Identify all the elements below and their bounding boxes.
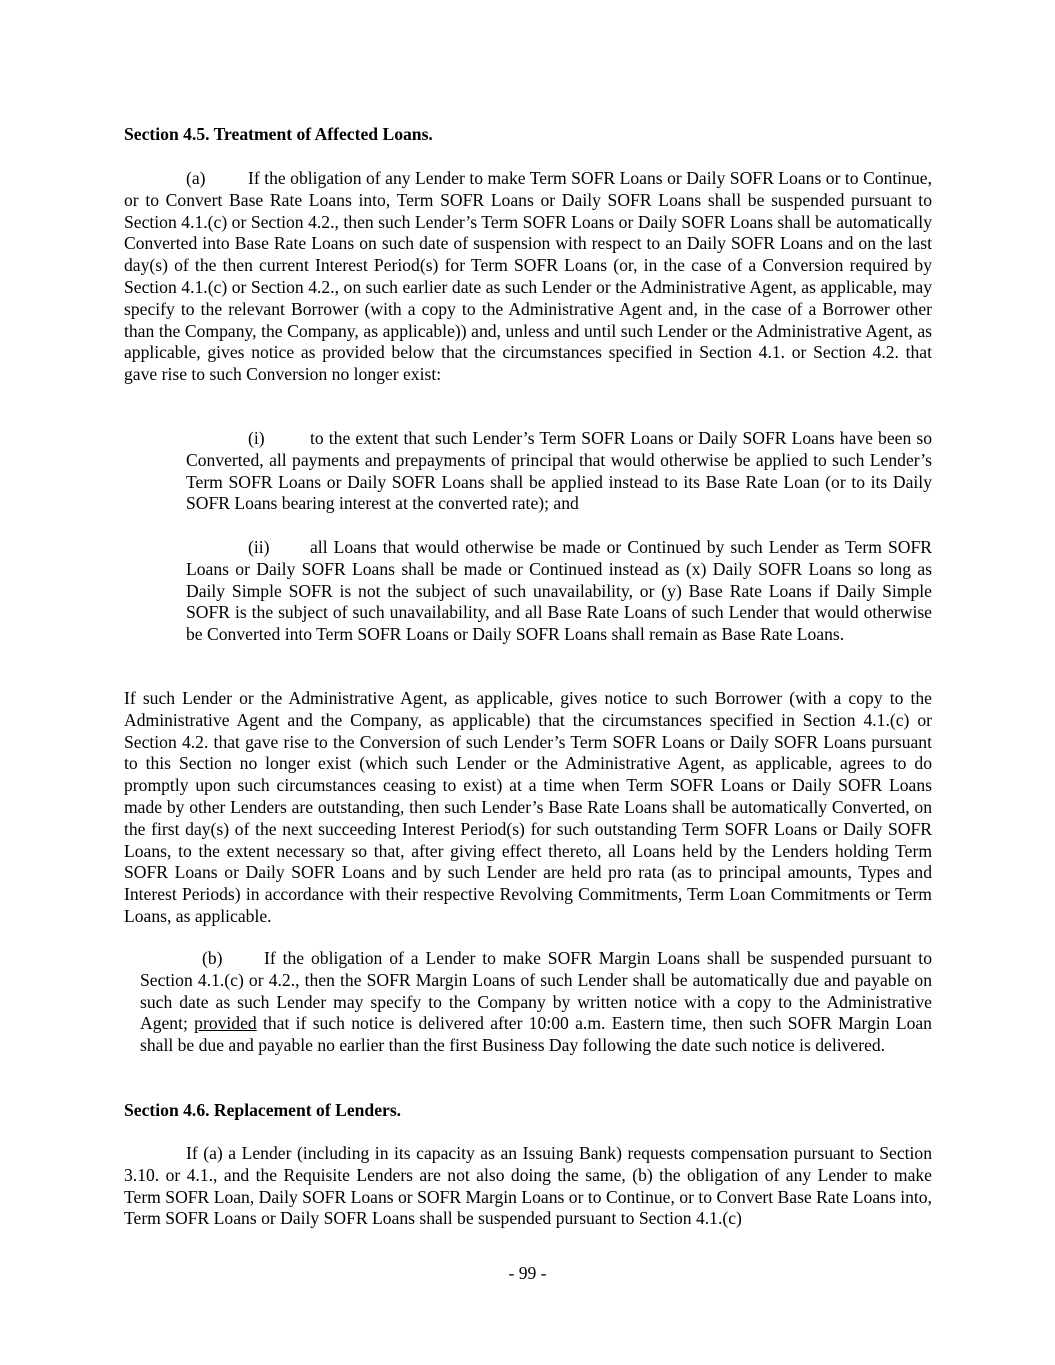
conversion-notice-paragraph: If such Lender or the Administrative Agent, as applicable, gives notice to such Borrower (with a copy to the Administrative Agent and the Company, as applicable) that the circumstances specified in Section 4.1.(c) or Section 4.2. that gave rise to the Conversion of such Lender’s Term SOFR Loans or Daily SOFR Loans pursuant to this Section no longer exist (which such Lender or the Administrative Agent, as applicable, agrees to do promptly upon such circumstances ceasing to exist) at a time when Term SOFR Loans or Daily SOFR Loans made by other Lenders are outstanding, then such Lender’s Base Rate Loans shall be automatically Converted, on the first day(s) of the next succeeding Interest Period(s) for such outstanding Term SOFR Loans or Daily SOFR Loans, to the extent necessary so that, after giving effect thereto, all Loans held by the Lenders holding Term SOFR Loans or Daily SOFR Loans and by such Lender are held pro rata (as to principal amounts, Types and Interest Periods) in accordance with their respective Revolving Commitments, Term Loan Commitments or Term Loans, as applicable. — [124, 688, 932, 926]
paragraph-a — [124, 168, 932, 386]
paragraph-a-text: If the obligation of any Lender to make Term SOFR Loans or Daily SOFR Loans or to Continue, or to Convert Base Rate Loans into, Term SOFR Loans or Daily SOFR Loans shall be suspended pursuant to Section 4.1.(c) or Section 4.2., then such Lender’s Term SOFR Loans or Daily SOFR Loans shall be automatically Converted into Base Rate Loans on such date of suspension with respect to an Daily SOFR Loans and on the last day(s) of the then current Interest Period(s) for Term SOFR Loans (or, in the case of a Conversion required by Section 4.1.(c) or Section 4.2., on such earlier date as such Lender or the Administrative Agent, as applicable, may specify to the relevant Borrower (with a copy to the Administrative Agent and, in the case of a Borrower other than the Company, the Company, as applicable)) and, unless and until such Lender or the Administrative Agent, as applicable, gives notice as provided below that the circumstances specified in Section 4.1. or Section 4.2. that gave rise to such Conversion no longer exist: — [124, 168, 932, 385]
section-4-6-heading: Section 4.6. Replacement of Lenders. — [124, 1100, 402, 1120]
page-number: - 99 - — [508, 1263, 547, 1283]
sub-item-ii — [186, 537, 932, 646]
sub-item-i-label: (i) — [248, 428, 265, 448]
section-4-5-heading: Section 4.5. Treatment of Affected Loans. — [124, 124, 433, 144]
sub-item-i-text: to the extent that such Lender’s Term SOFR Loans or Daily SOFR Loans have been so Converted, all payments and prepayments of principal that would otherwise be applied to such Lender’s Term SOFR Loans or Daily SOFR Loans shall be applied instead to its Base Rate Loan (or to its Daily SOFR Loans bearing interest at the converted rate); and — [186, 428, 932, 514]
provided-term: provided — [194, 1013, 257, 1034]
paragraph-b-text-after: that if such notice is delivered after 10:00 a.m. Eastern time, then such SOFR Margin Loan shall be due and payable no earlier than the first Business Day following the date such notice is delivered. — [140, 1013, 932, 1056]
sub-item-i — [186, 428, 932, 515]
section-4-6-paragraph: If (a) a Lender (including in its capacity as an Issuing Bank) requests compensation pursuant to Section 3.10. or 4.1., and the Requisite Lenders are not also doing the same, (b) the obligation of any Lender to make Term SOFR Loan, Daily SOFR Loans or SOFR Margin Loans or to Continue, or to Convert Base Rate Loans into, Term SOFR Loans or Daily SOFR Loans shall be suspended pursuant to Section 4.1.(c) — [124, 1143, 932, 1229]
paragraph-b-text-before: If the obligation of a Lender to make SOFR Margin Loans shall be suspended pursuant to Section 4.1.(c) or 4.2., then the SOFR Margin Loans of such Lender shall be automatically due and payable on such date as such Lender may specify to the Company by written notice with a copy to the Administrative Agent; — [140, 948, 932, 1034]
paragraph-b — [140, 948, 932, 1057]
paragraph-a-label: (a) — [186, 168, 206, 188]
sub-item-ii-text: all Loans that would otherwise be made or Continued by such Lender as Term SOFR Loans or Daily SOFR Loans shall be made or Continued instead as (x) Daily SOFR Loans so long as Daily Simple SOFR is not the subject of such unavailability, or (y) Base Rate Loans if Daily Simple SOFR is the subject of such unavailability, and all Base Rate Loans of such Lender that would otherwise be Converted into Term SOFR Loans or Daily SOFR Loans shall remain as Base Rate Loans. — [186, 537, 932, 645]
sub-item-ii-label: (ii) — [248, 537, 270, 557]
paragraph-b-label: (b) — [202, 948, 223, 968]
